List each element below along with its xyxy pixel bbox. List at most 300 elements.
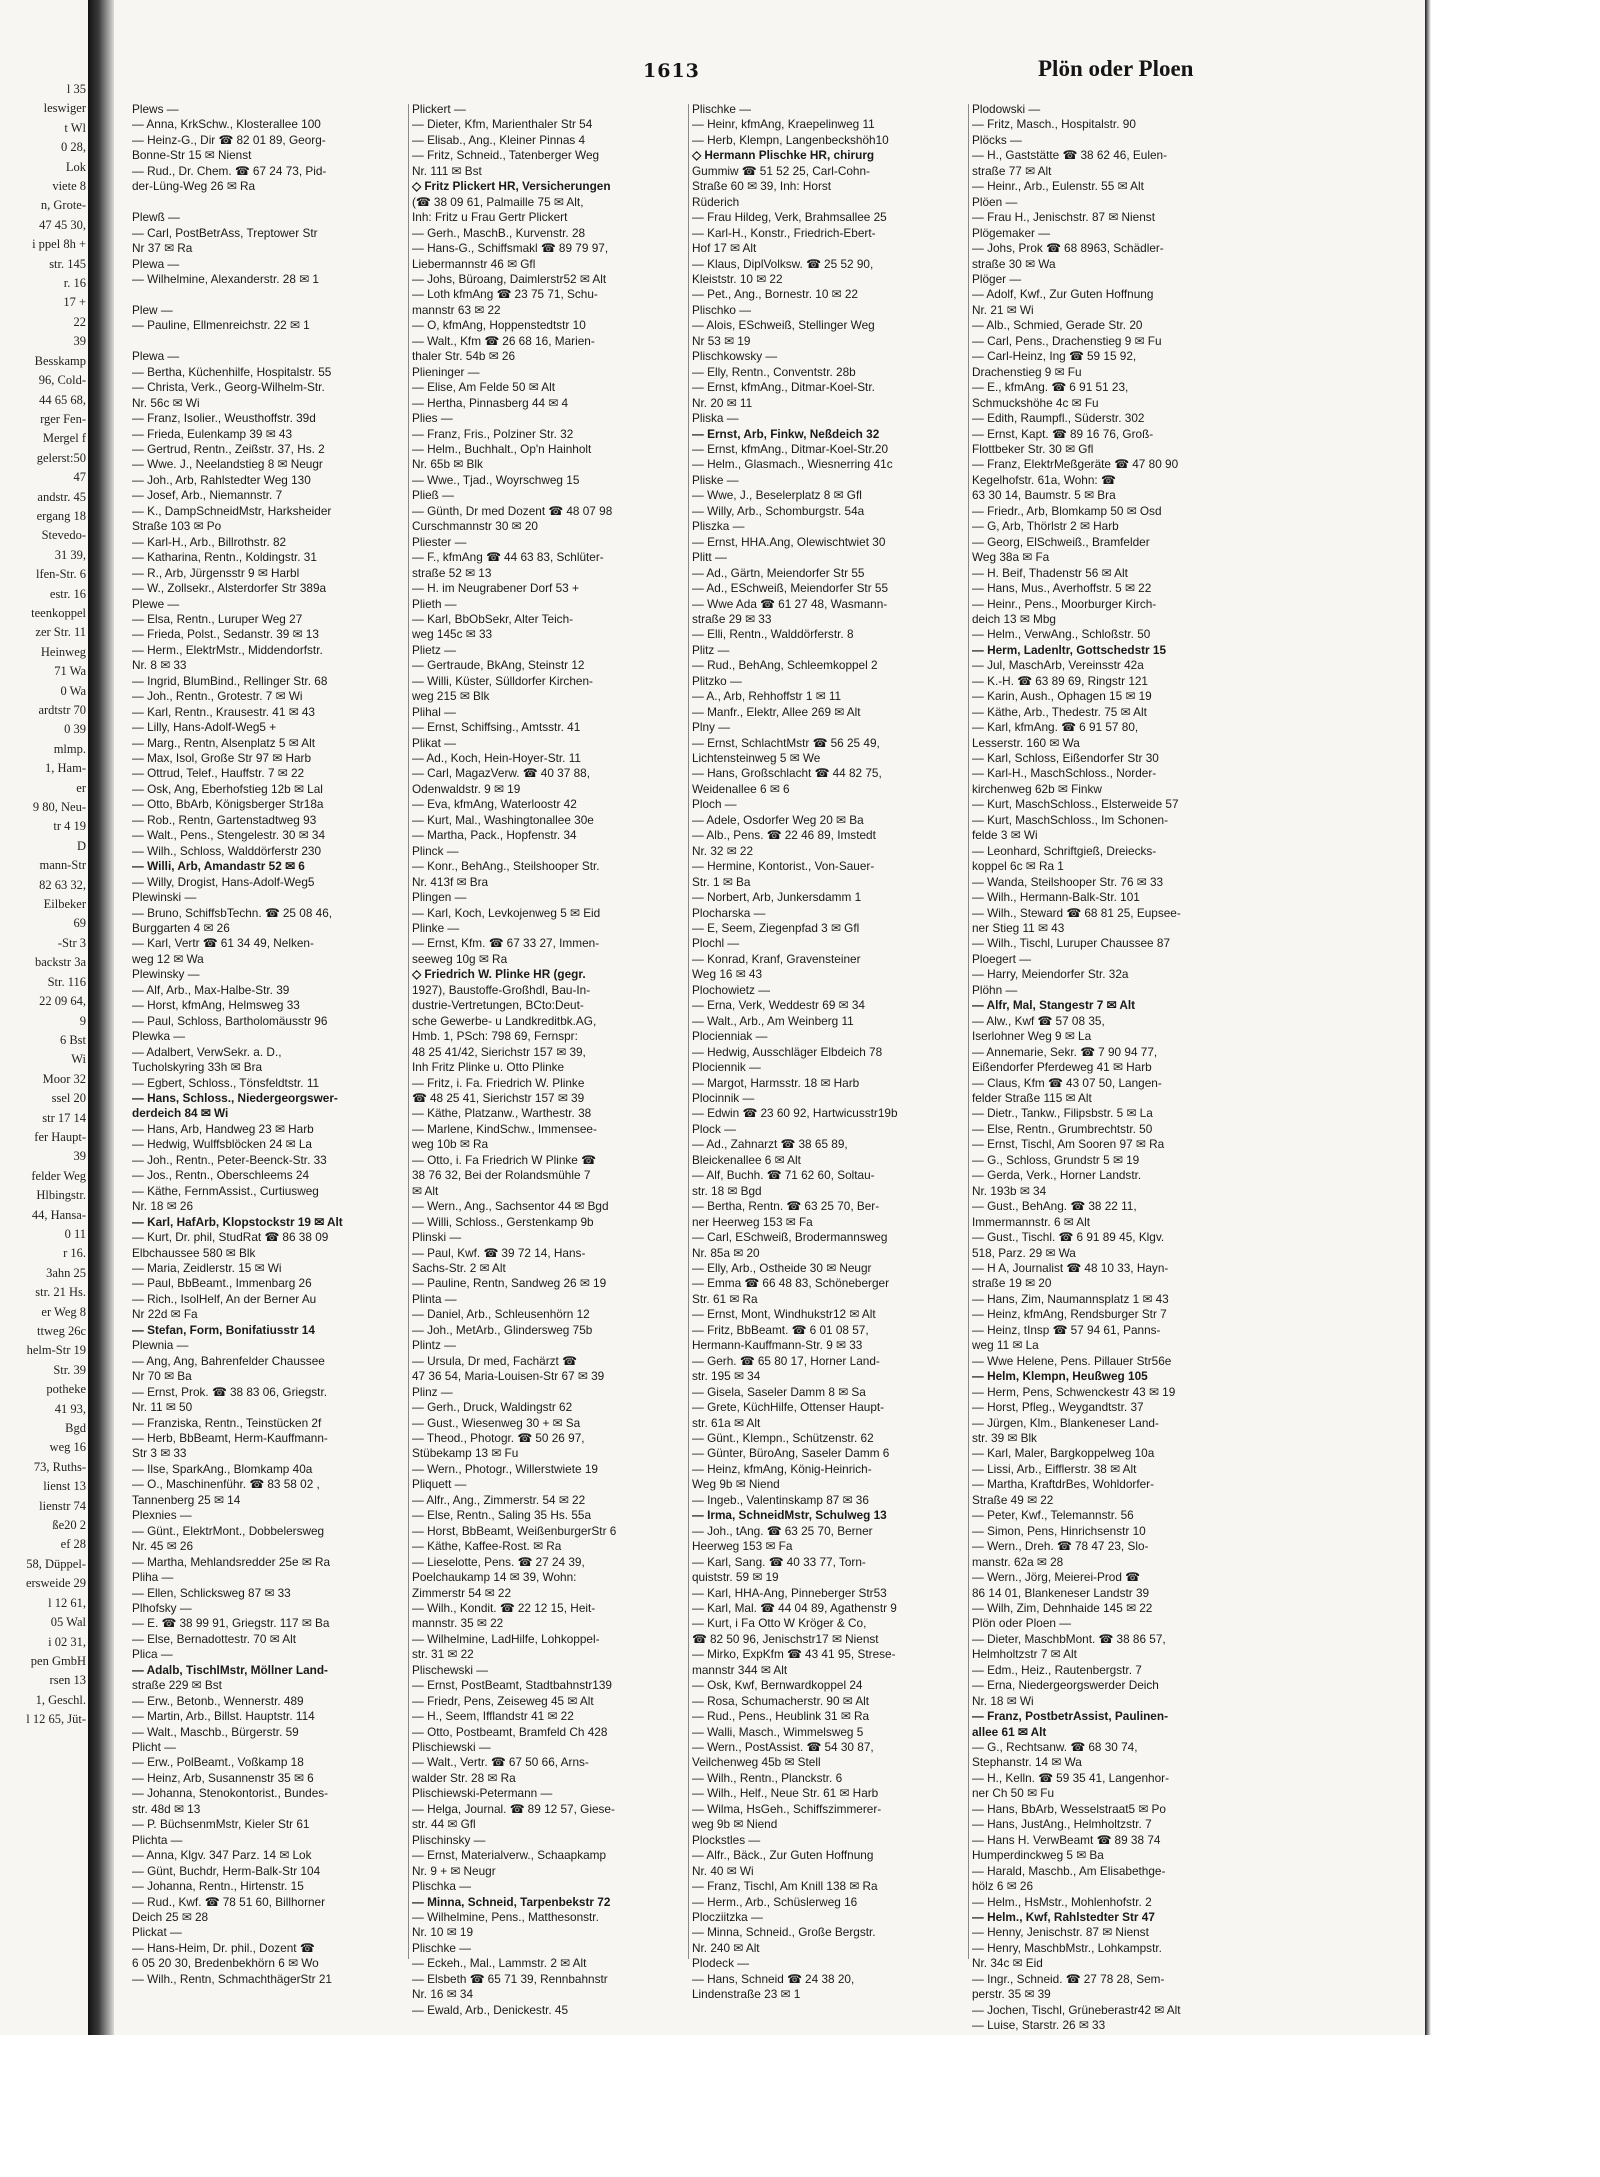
directory-entry-line: Plöcks — (972, 132, 1022, 147)
previous-page-fragment: 31 39, (54, 547, 86, 562)
directory-entry-line: — Jochen, Tischl, Grüneberastr42 ✉ Alt (972, 2002, 1181, 2017)
directory-entry-line: — Marg., Rentn, Alsenplatz 5 ✉ Alt (132, 735, 315, 750)
directory-entry-line: — Erw., PolBeamt., Voßkamp 18 (132, 1755, 304, 1770)
directory-column-3 (692, 102, 964, 2002)
directory-entry-line: Flottbeker Str. 30 ✉ Gfl (972, 441, 1094, 456)
directory-entry-line: — Ernst, Materialverw., Schaapkamp (412, 1848, 607, 1863)
directory-entry-line: — Irma, SchneidMstr, Schulweg 13 (692, 1508, 887, 1523)
directory-entry-line: Weg 38a ✉ Fa (972, 550, 1050, 565)
directory-entry-line: — Grete, KüchHilfe, Ottenser Haupt- (692, 1400, 885, 1415)
directory-entry-line: str. 61a ✉ Alt (692, 1415, 761, 1430)
directory-entry-line: — Gisela, Saseler Damm 8 ✉ Sa (692, 1384, 866, 1399)
directory-entry-line: — Kurt, MaschSchloss., Elsterweide 57 (972, 797, 1179, 812)
directory-entry-line: — Ernst, Kfm. ☎ 67 33 27, Immen- (412, 936, 600, 951)
directory-entry-line: Plocziitzka — (692, 1910, 763, 1925)
directory-entry-line: — H. im Neugrabener Dorf 53 + (412, 581, 579, 596)
directory-entry-line: — Otto, Postbeamt, Bramfeld Ch 428 (412, 1724, 608, 1739)
directory-entry-line: — Ad., Zahnarzt ☎ 38 65 89, (692, 1137, 848, 1152)
directory-entry-line: — Adele, Osdorfer Weg 20 ✉ Ba (692, 812, 864, 827)
directory-entry-line: weg 11 ✉ La (972, 1338, 1039, 1353)
previous-page-fragment: ße20 2 (52, 1518, 86, 1533)
directory-entry-line: Hof 17 ✉ Alt (692, 241, 757, 256)
directory-entry-line: Plöger — (972, 271, 1022, 286)
directory-entry-line: — Elise, Am Felde 50 ✉ Alt (412, 380, 555, 395)
directory-entry-line: — Fritz, Masch., Hospitalstr. 90 (972, 117, 1136, 132)
directory-entry-line: — Helm., HsMstr., Mohlenhofstr. 2 (972, 1894, 1152, 1909)
directory-entry-line: Nr. 85a ✉ 20 (692, 1245, 760, 1260)
directory-entry-line: — Heinr., Arb., Eulenstr. 55 ✉ Alt (972, 179, 1144, 194)
directory-entry-line: — Franz, Isolier., Weusthoffstr. 39d (132, 411, 316, 426)
directory-entry-line: felde 3 ✉ Wi (972, 828, 1038, 843)
directory-entry-line: 47 36 54, Maria-Louisen-Str 67 ✉ 39 (412, 1369, 605, 1384)
directory-entry-line: ☎ 48 25 41, Sierichstr 157 ✉ 39 (412, 1091, 585, 1105)
directory-entry-line: — Alfr., Bäck., Zur Guten Hoffnung (692, 1848, 874, 1863)
directory-entry-line: — Lissi, Arb., Eifflerstr. 38 ✉ Alt (972, 1461, 1137, 1476)
directory-entry-line: — Wwe Ada ☎ 61 27 48, Wasmann- (692, 596, 888, 611)
directory-entry-line: — Wilh., Rentn., Planckstr. 6 (692, 1770, 843, 1785)
directory-entry-line: — Gust., BehAng. ☎ 38 22 11, (972, 1199, 1137, 1214)
directory-entry-line: — Herm, Ladenltr, Gottschedstr 15 (972, 642, 1167, 657)
directory-entry-line: — Rud., Dr. Chem. ☎ 67 24 73, Pid- (132, 163, 327, 178)
directory-entry-line: — Frau Hildeg, Verk, Brahmsallee 25 (692, 210, 887, 225)
directory-entry-line: — Karin, Aush., Ophagen 15 ✉ 19 (972, 689, 1152, 704)
page-number: 1613 (643, 60, 700, 82)
directory-entry-line: — Konrad, Kranf, Gravensteiner (692, 951, 861, 966)
directory-entry-line: — Wwe Helene, Pens. Pillauer Str56e (972, 1353, 1172, 1368)
directory-entry-line: Zimmerstr 54 ✉ 22 (412, 1585, 512, 1600)
directory-entry-line: Str 3 ✉ 33 (132, 1446, 187, 1461)
directory-entry-line: Plewka — (132, 1029, 186, 1044)
directory-entry-line: — Ernst, Schiffsing., Amtsstr. 41 (412, 720, 581, 735)
directory-entry-line: — Dieter, MaschbMont. ☎ 38 86 57, (972, 1631, 1166, 1646)
directory-entry-line: — Horst, Pfleg., Weygandtstr. 37 (972, 1400, 1144, 1415)
directory-entry-line: Lichtensteinweg 5 ✉ We (692, 751, 821, 766)
directory-entry-line: — Eva, kfmAng, Waterloostr 42 (412, 797, 577, 812)
directory-entry-line: — Alois, ESchweiß, Stellinger Weg (692, 318, 875, 333)
directory-entry-line: str. 39 ✉ Blk (972, 1430, 1037, 1445)
directory-entry-line: Sachs-Str. 2 ✉ Alt (412, 1260, 506, 1275)
directory-entry-line: Nr. 111 ✉ Bst (412, 163, 482, 178)
directory-entry-line: walder Str. 28 ✉ Ra (412, 1770, 516, 1785)
directory-entry-line: — Theod., Photogr. ☎ 50 26 97, (412, 1430, 585, 1445)
directory-entry-line: — Heinz-G., Dir ☎ 82 01 89, Georg- (132, 132, 326, 147)
directory-entry-line: straße 19 ✉ 20 (972, 1276, 1052, 1291)
directory-entry-line: — Karl, kfmAng. ☎ 6 91 57 80, (972, 720, 1139, 735)
directory-entry-line: seeweg 10g ✉ Ra (412, 951, 508, 966)
directory-entry-line: Nr. 10 ✉ 19 (412, 1925, 474, 1940)
directory-entry-line: mannstr 63 ✉ 22 (412, 302, 501, 317)
previous-page-fragment: Bgd (65, 1421, 86, 1436)
directory-entry-line: — Jos., Rentn., Oberschleems 24 (132, 1168, 310, 1183)
directory-entry-line: — H. Beif, Thadenstr 56 ✉ Alt (972, 565, 1128, 580)
directory-entry-line: — Else, Rentn., Grumbrechtstr. 50 (972, 1121, 1153, 1136)
directory-entry-line: — Adalb, TischlMstr, Möllner Land- (132, 1662, 328, 1677)
directory-entry-line: Rüderich (692, 194, 740, 209)
previous-page-fragment: 05 Wal (50, 1615, 86, 1630)
directory-entry-line: Plischkowsky — (692, 349, 778, 364)
directory-entry-line: — Luise, Starstr. 26 ✉ 33 (972, 2018, 1106, 2033)
directory-entry-line: — Willy, Drogist, Hans-Adolf-Weg5 (132, 874, 315, 889)
previous-page-fragment: l 12 61, (48, 1595, 86, 1610)
directory-entry-line: Elbchaussee 580 ✉ Blk (132, 1245, 256, 1260)
directory-entry-line: — Karl, HafArb, Klopstockstr 19 ✉ Alt (132, 1214, 343, 1229)
directory-entry-line: Plitt — (692, 550, 727, 565)
previous-page-fragment: teenkoppel (31, 605, 86, 620)
previous-page-fragment: 0 Wa (60, 683, 86, 698)
previous-page-fragment: tr 4 19 (53, 819, 86, 834)
previous-page-fragment: 9 80, Neu- (32, 800, 86, 815)
directory-entry-line: Nr. 16 ✉ 34 (412, 1987, 474, 2002)
directory-entry-line: — Karl-H., Arb., Billrothstr. 82 (132, 534, 287, 549)
directory-entry-line: — Stefan, Form, Bonifatiusstr 14 (132, 1322, 315, 1337)
previous-page-fragment: leswiger (43, 101, 86, 116)
directory-entry-line: — Elisab., Ang., Kleiner Pinnas 4 (412, 132, 586, 147)
previous-page-fragment: Eilbeker (43, 897, 86, 912)
previous-page-fragment: lienstr 74 (39, 1498, 86, 1513)
directory-entry-line: — Franz, Fris., Polziner Str. 32 (412, 426, 574, 441)
directory-entry-line: Plocinnik — (692, 1091, 755, 1105)
directory-entry-line: — Joh., tAng. ☎ 63 25 70, Berner (692, 1523, 873, 1538)
previous-page-fragment: lienst 13 (43, 1479, 86, 1494)
directory-entry-line: ◇ Fritz Plickert HR, Versicherungen (412, 179, 611, 194)
directory-entry-line: — H., Gaststätte ☎ 38 62 46, Eulen- (972, 148, 1168, 163)
directory-entry-line: — Simon, Pens, Hinrichsenstr 10 (972, 1523, 1146, 1538)
directory-column-1 (132, 102, 404, 1986)
directory-entry-line: Plietz — (412, 642, 456, 657)
previous-page-fragment: helm-Str 19 (26, 1343, 86, 1358)
directory-entry-line: Plhofsky — (132, 1600, 192, 1615)
directory-entry-line: — Herb, BbBeamt, Herm-Kauffmann- (132, 1430, 328, 1445)
directory-entry-line: — Carl-Heinz, Ing ☎ 59 15 92, (972, 349, 1137, 364)
directory-entry-line: — Kurt, Mal., Washingtonallee 30e (412, 812, 594, 827)
directory-entry-line: — Karl, HHA-Ang, Pinneberger Str53 (692, 1585, 887, 1600)
directory-entry-line: — Karl, Mal. ☎ 44 04 89, Agathenstr 9 (692, 1600, 897, 1615)
directory-entry-line: kirchenweg 62b ✉ Finkw (972, 781, 1102, 796)
previous-page-fragment: potheke (46, 1382, 86, 1397)
directory-entry-line: Plischko — (692, 302, 752, 317)
directory-entry-line: — P. BüchsenmMstr, Kieler Str 61 (132, 1817, 310, 1832)
directory-entry-line: Plinz — (412, 1384, 453, 1399)
directory-entry-line: — Karl, BbObSekr, Alter Teich- (412, 611, 574, 626)
directory-entry-line: — Hermine, Kontorist., Von-Sauer- (692, 859, 875, 874)
directory-entry-line: — Fritz, BbBeamt. ☎ 6 01 08 57, (692, 1322, 869, 1337)
directory-entry-line: — Carl, Pens., Drachenstieg 9 ✉ Fu (972, 333, 1162, 348)
directory-entry-line: — Edm., Heiz., Rautenbergstr. 7 (972, 1662, 1142, 1677)
directory-entry-line: 38 76 32, Bei der Rolandsmühle 7 (412, 1168, 591, 1183)
directory-entry-line: Nr. 413f ✉ Bra (412, 874, 489, 889)
directory-entry-line: Deich 25 ✉ 28 (132, 1910, 209, 1925)
directory-entry-line: Plewinsky — (132, 967, 200, 982)
directory-entry-line: Humperdinckweg 5 ✉ Ba (972, 1848, 1104, 1863)
previous-page-fragment: 17 + (63, 295, 86, 310)
directory-entry-line: Plickat — (132, 1925, 182, 1940)
directory-entry-line: — G., Schloss, Grundstr 5 ✉ 19 (972, 1152, 1140, 1167)
previous-page-fragment: r. 16 (63, 276, 86, 291)
directory-entry-line: — E, Seem, Ziegenpfad 3 ✉ Gfl (692, 921, 860, 936)
directory-entry-line: weg 145c ✉ 33 (412, 627, 493, 642)
previous-page-fragment: 44 65 68, (39, 392, 86, 407)
directory-entry-line: — Elli, Rentn., Walddörferstr. 8 (692, 627, 854, 642)
previous-page-fragment: str 17 14 (42, 1110, 86, 1125)
directory-entry-line: — F., kfmAng ☎ 44 63 83, Schlüter- (412, 550, 604, 565)
directory-entry-line: — Heinz, kfmAng, König-Heinrich- (692, 1461, 872, 1476)
directory-entry-line: Pliska — (692, 411, 739, 426)
directory-entry-line: Plewnia — (132, 1338, 189, 1353)
previous-page-fragment: lfen-Str. 6 (36, 567, 86, 582)
column-rule (408, 104, 409, 1959)
directory-entry-line: — Helm, Klempn, Heußweg 105 (972, 1369, 1148, 1384)
directory-entry-line: — Edwin ☎ 23 60 92, Hartwicusstr19b (692, 1106, 898, 1121)
previous-page-fragment: rger Fen- (40, 411, 86, 426)
directory-entry-line: — Ilse, SparkAng., Blomkamp 40a (132, 1461, 313, 1476)
directory-entry-line: — Heinz, kfmAng, Rendsburger Str 7 (972, 1307, 1167, 1322)
directory-entry-line: Plica — (132, 1647, 173, 1662)
directory-entry-line: — Wilhelmine, Alexanderstr. 28 ✉ 1 (132, 271, 319, 286)
directory-entry-line: — Käthe, Platzanw., Warthestr. 38 (412, 1106, 592, 1121)
directory-entry-line: Plöhn — (972, 982, 1018, 997)
directory-entry-line: — Wilh., Helf., Neue Str. 61 ✉ Harb (692, 1786, 879, 1801)
directory-entry-line: Plewa — (132, 256, 180, 271)
directory-entry-line: — Walt., Kfm ☎ 26 68 16, Marien- (412, 333, 595, 348)
directory-entry-line: — Günt., ElektrMont., Dobbelersweg (132, 1523, 325, 1538)
previous-page-fragment: zer Str. 11 (35, 625, 86, 640)
directory-entry-line: Plocharska — (692, 905, 766, 920)
directory-entry-line: Kegelhofstr. 61a, Wohn: ☎ (972, 472, 1116, 487)
directory-entry-line: Plinke — (412, 921, 460, 936)
previous-page-fragment: Hlbingstr. (36, 1188, 86, 1203)
previous-page-fragment: felder Weg (31, 1168, 86, 1183)
directory-entry-line: — Rud., Pens., Heublink 31 ✉ Ra (692, 1709, 870, 1724)
previous-page-fragment: str. 145 (49, 256, 86, 271)
directory-entry-line: — Friedr., Arb, Blomkamp 50 ✉ Osd (972, 503, 1162, 518)
directory-entry-line: — Käthe, Kaffee-Rost. ✉ Ra (412, 1539, 562, 1554)
directory-entry-line: — Ernst, kfmAng., Ditmar-Koel-Str. (692, 380, 875, 395)
directory-entry-line: Plny — (692, 720, 731, 735)
directory-entry-line: — Alb., Schmied, Gerade Str. 20 (972, 318, 1143, 333)
directory-entry-line: — Martha, Pack., Hopfenstr. 34 (412, 828, 577, 843)
directory-entry-line: Plochowietz — (692, 982, 771, 997)
directory-entry-line: — Paul, BbBeamt., Immenbarg 26 (132, 1276, 312, 1291)
directory-entry-line: — Max, Isol, Große Str 97 ✉ Harb (132, 751, 312, 766)
directory-entry-line: — Ingrid, BlumBind., Rellinger Str. 68 (132, 673, 328, 688)
previous-page-fragment: Str. 39 (53, 1362, 86, 1377)
directory-entry-line: — Maria, Zeidlerstr. 15 ✉ Wi (132, 1260, 282, 1275)
directory-entry-line: — Carl, MagazVerw. ☎ 40 37 88, (412, 766, 590, 781)
directory-entry-line: — Daniel, Arb., Schleusenhörn 12 (412, 1307, 590, 1322)
directory-entry-line: — Ottrud, Telef., Hauffstr. 7 ✉ 22 (132, 766, 305, 781)
previous-page-fragment: l 12 65, Jüt- (26, 1712, 86, 1727)
directory-entry-line: — G, Arb, Thörlstr 2 ✉ Harb (972, 519, 1119, 534)
previous-page-fragment: viete 8 (52, 179, 86, 194)
previous-page-fragment: 39 (73, 334, 86, 349)
directory-entry-line: — Joh., MetArb., Glindersweg 75b (412, 1322, 593, 1337)
previous-page-fragments (0, 80, 86, 1960)
previous-page-fragment: 41 93, (54, 1401, 86, 1416)
directory-entry-line: Nr 70 ✉ Ba (132, 1369, 192, 1384)
directory-entry-line: — Hans, JustAng., Helmholtzstr. 7 (972, 1817, 1152, 1832)
directory-entry-line: mannstr 344 ✉ Alt (692, 1662, 788, 1677)
directory-entry-line: Weg 9b ✉ Niend (692, 1477, 780, 1492)
directory-entry-line: — Gertrud, Rentn., Zeißstr. 37, Hs. 2 (132, 441, 325, 456)
directory-entry-line: — Kurt, i Fa Otto W Kröger & Co, (692, 1616, 867, 1631)
directory-column-4 (972, 102, 1244, 2033)
previous-page-fragment: ssel 20 (51, 1091, 86, 1106)
directory-entry-line: — Wilh., Kondit. ☎ 22 12 15, Heit- (412, 1600, 596, 1615)
directory-entry-line: — Osk, Kwf, Bernwardkoppel 24 (692, 1678, 863, 1693)
directory-entry-line: ◇ Friedrich W. Plinke HR (gegr. (412, 967, 586, 982)
directory-entry-line: — Wern., Ang., Sachsentor 44 ✉ Bgd (412, 1199, 609, 1214)
directory-entry-line: — Alf, Buchh. ☎ 71 62 60, Soltau- (692, 1168, 875, 1183)
directory-entry-line: — Karl, Vertr ☎ 61 34 49, Nelken- (132, 936, 314, 951)
directory-entry-line: — Rich., IsolHelf, An der Berner Au (132, 1291, 317, 1306)
directory-entry-line: Plew — (132, 302, 173, 317)
directory-entry-line: — Pet., Ang., Bornestr. 10 ✉ 22 (692, 287, 858, 302)
directory-entry-line: Straße 49 ✉ 22 (972, 1492, 1054, 1507)
directory-entry-line: — Harry, Meiendorfer Str. 32a (972, 967, 1129, 982)
directory-entry-line: ner Ch 50 ✉ Fu (972, 1786, 1055, 1801)
directory-entry-line: — Minna, Schneid., Große Bergstr. (692, 1925, 876, 1940)
directory-entry-line: — Willi, Arb, Amandastr 52 ✉ 6 (132, 859, 305, 874)
directory-entry-line: Weidenallee 6 ✉ 6 (692, 781, 790, 796)
directory-entry-line: Plochl — (692, 936, 740, 951)
previous-page-fragment: fer Haupt- (34, 1129, 86, 1144)
directory-entry-line: Str. 1 ✉ Ba (692, 874, 751, 889)
directory-entry-line: — Gerda, Verk., Horner Landstr. (972, 1168, 1142, 1183)
directory-entry-line: ner Heerweg 153 ✉ Fa (692, 1214, 813, 1229)
previous-page-fragment: rsen 13 (49, 1673, 86, 1688)
directory-entry-line: allee 61 ✉ Alt (972, 1724, 1047, 1739)
directory-entry-line: Poelchaukamp 14 ✉ 39, Wohn: (412, 1570, 577, 1585)
directory-entry-line: — Friedr, Pens, Zeiseweg 45 ✉ Alt (412, 1693, 594, 1708)
directory-entry-line: Nr. 56c ✉ Wi (132, 395, 200, 410)
directory-entry-line: — Wern., Dreh. ☎ 78 47 23, Slo- (972, 1539, 1149, 1554)
directory-entry-line: — Johs, Prok ☎ 68 8963, Schädler- (972, 241, 1164, 256)
directory-entry-line: — Ingeb., Valentinskamp 87 ✉ 36 (692, 1492, 869, 1507)
directory-entry-line: — Heinr, kfmAng, Kraepelinweg 11 (692, 117, 875, 132)
directory-entry-line: — Wilhelmine, Pens., Matthesonstr. (412, 1910, 599, 1925)
directory-entry-line: — Wilh., Hermann-Balk-Str. 101 (972, 890, 1140, 905)
previous-page-fragment: Besskamp (34, 353, 86, 368)
directory-entry-line: Plewß — (132, 210, 180, 225)
directory-entry-line: — Margot, Harmsstr. 18 ✉ Harb (692, 1075, 860, 1090)
previous-page-fragment: 1, Ham- (45, 761, 86, 776)
directory-entry-line: 518, Parz. 29 ✉ Wa (972, 1245, 1076, 1260)
directory-entry-line: 48 25 41/42, Sierichstr 157 ✉ 39, (412, 1044, 586, 1059)
directory-entry-line: Pliske — (692, 472, 739, 487)
directory-entry-line: — Gust., Wiesenweg 30 + ✉ Sa (412, 1415, 581, 1430)
directory-entry-line: Plischewski — (412, 1662, 489, 1677)
directory-entry-line: — Alw., Kwf ☎ 57 08 35, (972, 1013, 1105, 1028)
directory-entry-line: — Mirko, ExpKfm ☎ 43 41 95, Strese- (692, 1647, 896, 1662)
previous-page-fragment: ersweide 29 (25, 1576, 86, 1591)
directory-entry-line: — Joh., Rentn., Peter-Beenck-Str. 33 (132, 1152, 327, 1167)
directory-entry-line: — Carl, PostBetrAss, Treptower Str (132, 225, 318, 240)
directory-entry-line: Plies — (412, 411, 453, 426)
directory-entry-line: — Hans-Heim, Dr. phil., Dozent ☎ (132, 1940, 315, 1955)
directory-entry-line: — Edith, Raumpfl., Süderstr. 302 (972, 411, 1145, 426)
directory-entry-line: — Hans, Arb, Handweg 23 ✉ Harb (132, 1121, 314, 1136)
directory-entry-line: Plischinsky — (412, 1832, 486, 1847)
directory-entry-line: Heerweg 153 ✉ Fa (692, 1539, 793, 1554)
directory-entry-line: Curschmannstr 30 ✉ 20 (412, 519, 538, 534)
directory-entry-line: — Bruno, SchiffsbTechn. ☎ 25 08 46, (132, 905, 333, 920)
directory-entry-line: — Klaus, DiplVolksw. ☎ 25 52 90, (692, 256, 874, 271)
directory-entry-line: — Karl-H., MaschSchloss., Norder- (972, 766, 1157, 781)
directory-entry-line: Plögemaker — (972, 225, 1051, 240)
directory-entry-line: — Hans-G., Schiffsmakl ☎ 89 79 97, (412, 241, 609, 256)
directory-entry-line (132, 334, 404, 349)
directory-entry-line: — Gerh. ☎ 65 80 17, Horner Land- (692, 1353, 880, 1368)
directory-entry-line: — Franz, ElektrMeßgeräte ☎ 47 80 90 (972, 457, 1179, 472)
directory-entry-line: Gummiw ☎ 51 52 25, Carl-Cohn- (692, 163, 870, 178)
directory-entry-line: — Ewald, Arb., Denickestr. 45 (412, 2002, 569, 2017)
directory-entry-line: — H., Seem, Ifflandstr 41 ✉ 22 (412, 1709, 574, 1724)
directory-entry-line: Nr. 11 ✉ 50 (132, 1400, 193, 1415)
directory-entry-line: Plexnies — (132, 1508, 192, 1523)
directory-entry-line: Straße 60 ✉ 39, Inh: Horst (692, 179, 832, 194)
directory-entry-line: — Harald, Maschb., Am Elisabethge- (972, 1863, 1166, 1878)
directory-entry-line: Kleiststr. 10 ✉ 22 (692, 271, 783, 286)
directory-entry-line: — R., Arb, Jürgensstr 9 ✉ Harbl (132, 565, 300, 580)
directory-entry-line: — Bertha, Küchenhilfe, Hospitalstr. 55 (132, 364, 332, 379)
directory-entry-line: — Martin, Arb., Billst. Hauptstr. 114 (132, 1709, 315, 1724)
directory-entry-line: — Anna, KrkSchw., Klosterallee 100 (132, 117, 321, 132)
directory-entry-line: straße 29 ✉ 33 (692, 611, 772, 626)
directory-entry-line: Hmb. 1, PSch: 798 69, Fernspr: (412, 1029, 578, 1044)
directory-entry-line: — Helm., VerwAng., Schloßstr. 50 (972, 627, 1151, 642)
directory-entry-line: — Franz, PostbetrAssist, Paulinen- (972, 1709, 1168, 1724)
directory-entry-line: perstr. 35 ✉ 39 (972, 1987, 1051, 2002)
directory-entry-line (132, 287, 404, 302)
directory-entry-line: Tannenberg 25 ✉ 14 (132, 1492, 241, 1507)
directory-entry-line: — Else, Bernadottestr. 70 ✉ Alt (132, 1631, 296, 1646)
previous-page-fragment: ardtstr 70 (38, 703, 86, 717)
directory-entry-line: — Rob., Rentn, Gartenstadtweg 93 (132, 812, 317, 827)
directory-entry-line: Nr. 32 ✉ 22 (692, 843, 754, 858)
directory-entry-line: — Alb., Pens. ☎ 22 46 89, Imstedt (692, 828, 876, 843)
directory-entry-line: — Heinz, Arb, Susannenstr 35 ✉ 6 (132, 1770, 314, 1785)
directory-entry-line: straße 77 ✉ Alt (972, 163, 1052, 178)
directory-entry-line: Plinta — (412, 1291, 457, 1306)
directory-entry-line: Inh: Fritz u Frau Gertr Plickert (412, 210, 568, 225)
previous-page-fragment: Str. 116 (47, 974, 86, 989)
directory-entry-line: Odenwaldstr. 9 ✉ 19 (412, 781, 521, 796)
previous-page-fragment: Lok (65, 159, 86, 174)
directory-entry-line: Nr. 8 ✉ 33 (132, 658, 187, 673)
directory-entry-line: Plihal — (412, 704, 456, 719)
directory-entry-line: — E., kfmAng. ☎ 6 91 51 23, (972, 380, 1129, 395)
directory-entry-line: Nr. 193b ✉ 34 (972, 1183, 1047, 1198)
previous-page-fragment: 71 Wa (54, 664, 86, 679)
directory-entry-line: Veilchenweg 45b ✉ Stell (692, 1755, 821, 1770)
directory-entry-line: — Egbert, Schloss., Tönsfeldtstr. 11 (132, 1075, 320, 1090)
directory-entry-line: Bleickenallee 6 ✉ Alt (692, 1152, 801, 1167)
previous-page-fragment: n, Grote- (40, 198, 86, 213)
directory-entry-line: — Frieda, Polst., Sedanstr. 39 ✉ 13 (132, 627, 319, 642)
directory-entry-line: — Else, Rentn., Saling 35 Hs. 55a (412, 1508, 592, 1523)
previous-page-fragment: 0 11 (64, 1226, 86, 1241)
directory-entry-line: Plews — (132, 102, 179, 116)
directory-entry-line: — Konr., BehAng., Steilshooper Str. (412, 859, 600, 874)
directory-entry-line: Plociennik — (692, 1060, 761, 1075)
directory-entry-line: weg 9b ✉ Niend (692, 1817, 778, 1832)
directory-entry-line: — Herm., ElektrMstr., Middendorfstr. (132, 642, 323, 657)
directory-entry-line: thaler Str. 54b ✉ 26 (412, 349, 516, 364)
directory-entry-line: — Helm., Kwf, Rahlstedter Str 47 (972, 1910, 1155, 1925)
directory-entry-line: — Loth kfmAng ☎ 23 75 71, Schu- (412, 287, 598, 302)
directory-entry-line: hölz 6 ✉ 26 (972, 1879, 1034, 1894)
directory-entry-line: — Frieda, Eulenkamp 39 ✉ 43 (132, 426, 293, 441)
